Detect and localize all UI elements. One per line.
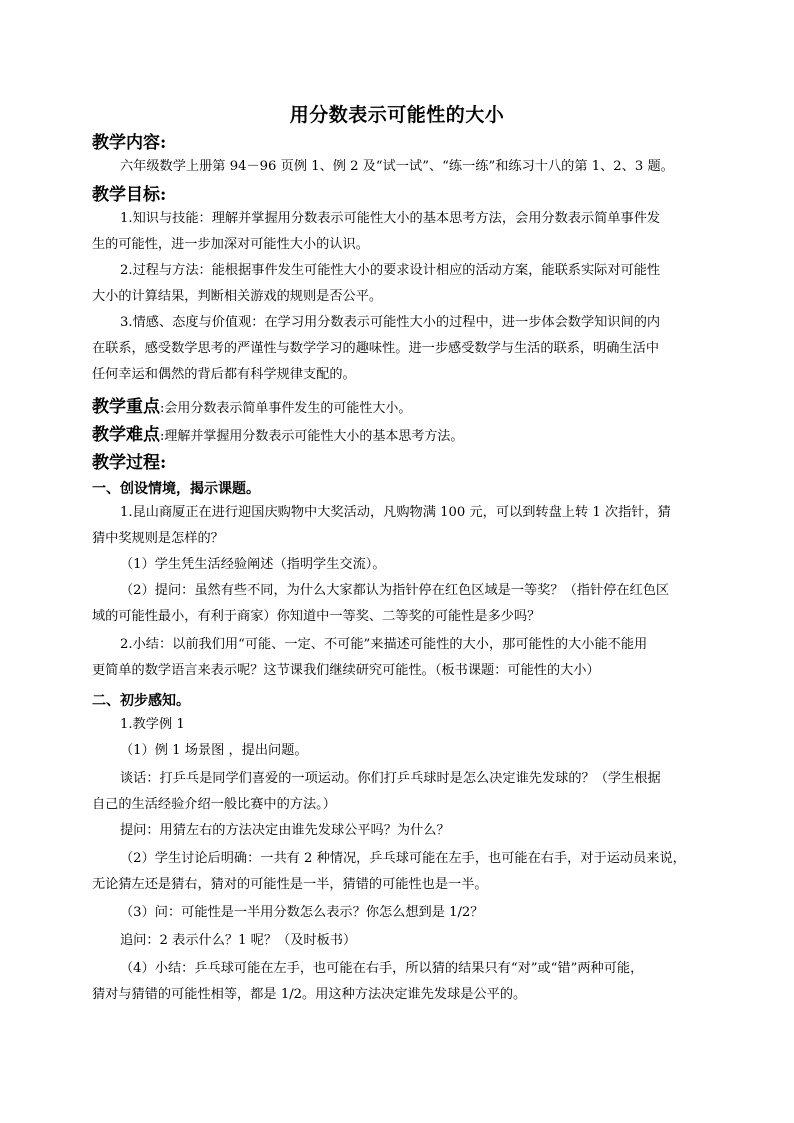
- q1-item-c: （3）问：可能性是一半用分数怎么表示？你怎么想到是 1/2？: [120, 905, 484, 920]
- q1-talk-line2: 自己的生活经验介绍一般比赛中的方法。）: [92, 797, 336, 812]
- goal2-line2: 大小的计算结果，判断相关游戏的规则是否公平。: [92, 289, 383, 304]
- goal1-line1: 1.知识与技能：理解并掌握用分数表示可能性大小的基本思考方法，会用分数表示简单事件发: [120, 211, 661, 226]
- p1-line1: 1.昆山商厦正在进行迎国庆购物中大奖活动，凡购物满 100 元，可以到转盘上转 1 次指针，猜: [120, 505, 671, 520]
- q1-item-b-line1: （2）学生讨论后明确：一共有 2 种情况，乒乓球可能在左手，也可能在右手，对于运动员来说，: [120, 851, 686, 866]
- goal1-line2: 生的可能性，进一步加深对可能性大小的认识。: [92, 237, 369, 252]
- goal3-line1: 3.情感、态度与价值观：在学习用分数表示可能性大小的过程中，进一步体会数学知识间的内: [120, 315, 661, 330]
- q1-ask: 提问：用猜左右的方法决定由谁先发球公平吗？为什么？: [120, 823, 450, 838]
- key-point-text: :会用分数表示简单事件发生的可能性大小。: [160, 401, 412, 416]
- q1-item-d-line2: 猜对与猜错的可能性相等，都是 1/2。用这种方法决定谁先发球是公平的。: [92, 987, 527, 1002]
- key-point-label: 教学重点: [92, 397, 160, 417]
- goal3-line3: 任何幸运和偶然的背后都有科学规律支配的。: [92, 367, 356, 382]
- difficulty-text: :理解并掌握用分数表示可能性大小的基本思考方法。: [160, 429, 464, 444]
- p1-item-b-line1: （2）提问：虽然有些不同，为什么大家都认为指针停在红色区域是一等奖？（指针停在红色区: [120, 583, 670, 598]
- goal2-line1: 2.过程与方法：能根据事件发生可能性大小的要求设计相应的活动方案，能联系实际对可能性: [120, 263, 661, 278]
- p1-item-b-line2: 域的可能性最小，有利于商家）你知道中一等奖、二等奖的可能性是多少吗？: [92, 609, 541, 624]
- q1-follow-up: 追问：2 表示什么？1 呢？（及时板书）: [120, 933, 357, 948]
- document-title: 用分数表示可能性的大小: [289, 104, 505, 126]
- part2-heading: 二、初步感知。: [92, 693, 190, 709]
- goal3-line2: 在联系，感受数学思考的严谨性与数学学习的趣味性。进一步感受数学与生活的联系，明确生活中: [92, 341, 660, 356]
- heading-difficulty: [92, 420, 463, 445]
- q1-item-d-line1: （4）小结：乒乓球可能在左手，也可能在右手，所以猜的结果只有“对”或“错”两种可能，: [120, 961, 644, 976]
- q1-item-b-line2: 无论猜左还是猜右，猜对的可能性是一半，猜错的可能性也是一半。: [92, 877, 488, 892]
- content-text: 六年级数学上册第 94－96 页例 1、例 2 及“试一试”、“练一练”和练习十八的第 1、2、3 题。: [120, 159, 674, 174]
- heading-content: 教学内容:: [92, 133, 167, 153]
- q1-title: 1.教学例 1: [120, 717, 185, 732]
- part1-heading: 一、创设情境，揭示课题。: [92, 481, 260, 497]
- p2-line2: 更简单的数学语言来表示呢？这节课我们继续研究可能性。（板书课题：可能性的大小）: [92, 663, 600, 678]
- q1-talk-line1: 谈话：打乒乓是同学们喜爱的一项运动。你们打乒乓球时是怎么决定谁先发球的？（学生根据: [120, 771, 661, 786]
- heading-process: 教学过程:: [92, 453, 167, 473]
- p2-line1: 2.小结：以前我们用“可能、一定、不可能”来描述可能性的大小，那可能性的大小能不能用: [120, 637, 648, 652]
- heading-goals: 教学目标:: [92, 185, 167, 205]
- heading-key-point: [92, 392, 411, 417]
- p1-line2: 猜中奖规则是怎样的？: [92, 531, 224, 546]
- difficulty-label: 教学难点: [92, 425, 160, 445]
- p1-item-a: （1）学生凭生活经验阐述（指明学生交流）。: [120, 557, 386, 572]
- q1-item-a: （1）例 1 场景图 ，提出问题。: [120, 743, 308, 758]
